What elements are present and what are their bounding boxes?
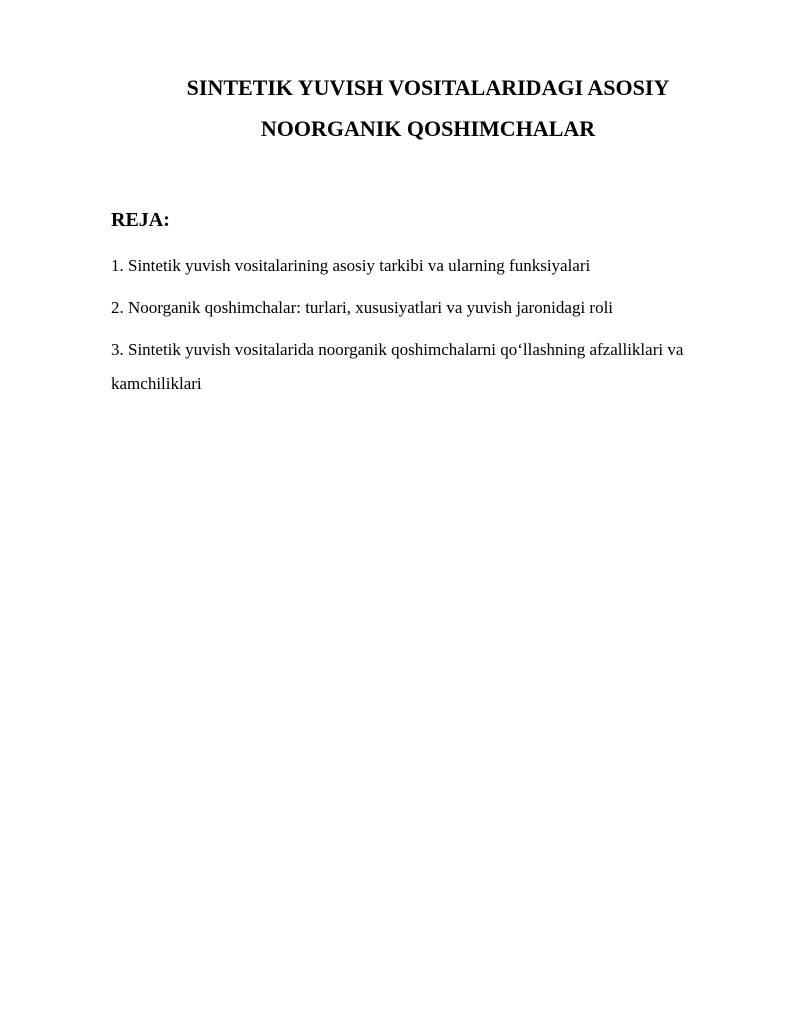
document-title-line-2: NOORGANIK QOSHIMCHALAR	[260, 116, 596, 141]
plan-item-2: 2. Noorganik qoshimchalar: turlari, xususiyatlari va yuvish jaronidagi roli	[111, 298, 614, 317]
plan-item-1: 1. Sintetik yuvish vositalarining asosiy tarkibi va ularning funksiyalari	[111, 256, 591, 275]
document-title-line-1: SINTETIK YUVISH VOSITALARIDAGI ASOSIY	[186, 75, 670, 100]
plan-heading: REJA:	[111, 209, 170, 231]
plan-item-3: 3. Sintetik yuvish vositalarida noorganik qoshimchalarni qo‘llashning afzalliklari va kamchiliklari	[111, 340, 684, 393]
